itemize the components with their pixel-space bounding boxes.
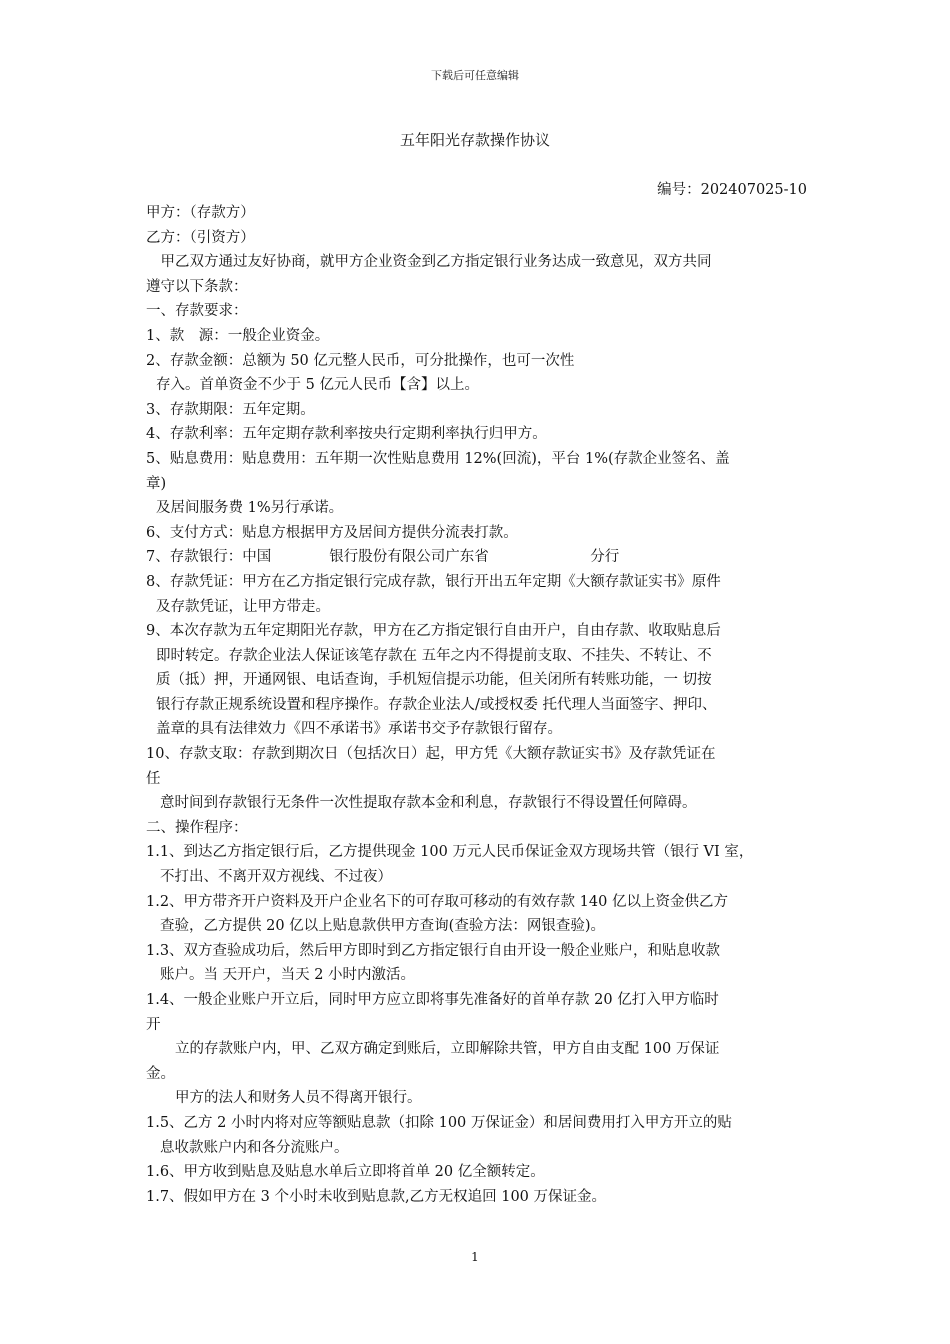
clause-line: 盖章的具有法律效力《四不承诺书》承诺书交予存款银行留存。 <box>156 721 562 738</box>
clause-line: 质（抵）押，开通网银、电话查询，手机短信提示功能，但关闭所有转账功能，一 切按 <box>156 672 712 689</box>
procedure-line: 1.3、双方查验成功后，然后甲方即时到乙方指定银行自由开设一般企业账户，和贴息收款 <box>146 942 721 959</box>
procedure-line: 不打出、不离开双方视线、不过夜） <box>160 869 392 886</box>
clause-line: 任 <box>146 770 161 787</box>
document-number: 编号：202407025-10 <box>657 182 807 198</box>
procedure-line: 1.1、到达乙方指定银行后，乙方提供现金 100 万元人民币保证金双方现场共管（银行 VI 室， <box>146 844 754 861</box>
clause-line: 及居间服务费 1%另行承诺。 <box>156 500 344 517</box>
procedure-line: 查验，乙方提供 20 亿以上贴息款供甲方查询(查验方法：网银查验)。 <box>160 918 605 935</box>
clause-line: 1、款 源：一般企业资金。 <box>146 327 330 344</box>
clause-line: 即时转定。存款企业法人保证该笔存款在 五年之内不得提前支取、不挂失、不转让、不 <box>156 647 712 664</box>
clause-line: 存入。首单资金不少于 5 亿元人民币【含】以上。 <box>156 377 479 394</box>
clause-line: 9、本次存款为五年定期阳光存款，甲方在乙方指定银行自由开户，自由存款、收取贴息后 <box>146 623 721 640</box>
clause-line: 章) <box>146 475 167 492</box>
clause-line: 5、贴息费用：贴息费用：五年期一次性贴息费用 12%(回流)，平台 1%(存款企业签名、盖 <box>146 450 730 467</box>
procedure-line: 息收款账户内和各分流账户。 <box>160 1139 349 1156</box>
preamble-line: 遵守以下条款： <box>146 278 248 295</box>
party-a-line: 甲方：（存款方） <box>146 205 255 221</box>
clause-line: 银行存款正规系统设置和程序操作。存款企业法人/或授权委 托代理人当面签字、押印、 <box>156 696 717 713</box>
clause-line: 2、存款金额：总额为 50 亿元整人民币，可分批操作，也可一次性 <box>146 352 575 369</box>
party-b-line: 乙方：（引资方） <box>146 229 255 246</box>
clause-line: 10、存款支取：存款到期次日（包括次日）起，甲方凭《大额存款证实书》及存款凭证在 <box>146 746 716 763</box>
procedure-line: 立的存款账户内，甲、乙双方确定到账后，立即解除共管，甲方自由支配 100 万保证 <box>146 1041 720 1058</box>
preamble-line: 甲乙双方通过友好协商，就甲方企业资金到乙方指定银行业务达成一致意见，双方共同 <box>146 254 712 271</box>
clause-line: 意时间到存款银行无条件一次性提取存款本金和利息，存款银行不得设置任何障碍。 <box>160 795 697 812</box>
procedure-line: 账户。当 天开户，当天 2 小时内激活。 <box>160 967 416 984</box>
procedure-line: 1.5、乙方 2 小时内将对应等额贴息款（扣除 100 万保证金）和居间费用打入甲方开立的贴 <box>146 1114 732 1131</box>
agreement-body <box>146 201 814 1209</box>
section-heading: 一、存款要求： <box>146 303 248 320</box>
procedure-line: 甲方的法人和财务人员不得离开银行。 <box>146 1090 422 1107</box>
section-heading: 二、操作程序： <box>146 819 248 836</box>
procedure-line: 1.4、一般企业账户开立后，同时甲方应立即将事先准备好的首单存款 20 亿打入甲方临时 <box>146 992 719 1008</box>
header-note: 下载后可任意编辑 <box>431 69 519 82</box>
clause-line: 及存款凭证，让甲方带走。 <box>156 598 330 615</box>
procedure-line: 1.7、假如甲方在 3 个小时未收到贴息款,乙方无权追回 100 万保证金。 <box>146 1188 607 1205</box>
procedure-line: 开 <box>146 1016 161 1033</box>
procedure-line: 1.2、甲方带齐开户资料及开户企业名下的可存取可移动的有效存款 140 亿以上资金供乙方 <box>146 893 728 910</box>
page-number: 1 <box>471 1250 479 1264</box>
clause-line: 3、存款期限：五年定期。 <box>146 401 315 418</box>
clause-line: 8、存款凭证：甲方在乙方指定银行完成存款，银行开出五年定期《大额存款证实书》原件 <box>146 573 721 590</box>
document-title: 五年阳光存款操作协议 <box>399 131 550 149</box>
procedure-line: 1.6、甲方收到贴息及贴息水单后立即将首单 20 亿全额转定。 <box>146 1164 545 1181</box>
clause-line: 6、支付方式：贴息方根据甲方及居间方提供分流表打款。 <box>146 524 518 541</box>
procedure-line: 金。 <box>146 1065 175 1082</box>
clause-line: 7、存款银行：中国 银行股份有限公司广东省 分行 <box>146 549 620 566</box>
clause-line: 4、存款利率：五年定期存款利率按央行定期利率执行归甲方。 <box>146 426 547 443</box>
